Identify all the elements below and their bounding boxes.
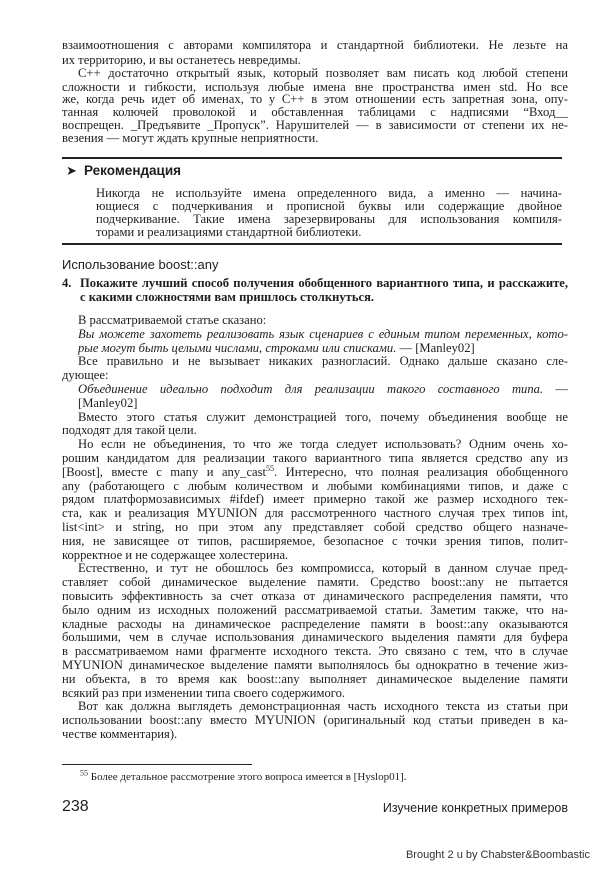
text-line: было одним из исходных положений рассматриваемой статьи. Заметим также, что на-: [62, 602, 568, 617]
footnote: [80, 770, 407, 784]
text-line: В рассматриваемой статье сказано:: [78, 313, 267, 327]
watermark: Brought 2 u by Chabster&Boombastic: [405, 849, 590, 861]
citation: [Manley02]: [78, 395, 138, 410]
text-line: any (работающего с любым количеством и любыми комбинациями типов, и даже с: [62, 478, 568, 493]
text-line: их территорию, и вы останетесь невредимы.: [62, 53, 301, 67]
text-line: подчеркивание. Такие имена зарезервированы для использования компиля-: [96, 212, 562, 226]
text-line: дующее:: [62, 368, 109, 383]
divider: [62, 157, 562, 159]
quote-line: Вы можете захотеть реализовать язык сценариев с единым типом переменных, кото-: [78, 326, 568, 341]
text-line: подходят для такой цели.: [62, 423, 197, 438]
arrow-icon: ➤: [66, 163, 77, 178]
footnote-divider: [62, 764, 252, 765]
text-line: большими, чем в случае использования динамического выделения памяти для буфера: [62, 630, 568, 645]
text-line: кладные расходы на динамическое распределение памяти в boost::any оказываются: [62, 616, 568, 631]
text-line: C++ достаточно открытый язык, который позволяет вам писать код любой степени: [78, 66, 568, 80]
text-line: сложности и гибкости, используя любые имена вне пространства имен std. Но все: [62, 80, 568, 94]
text-line: Вот как должна выглядеть демонстрационная часть исходного текста из статьи при: [78, 699, 568, 714]
text-line: танная колючей проволокой и обставленная таблицами с надписями “Вход__: [62, 105, 568, 119]
text-line: ставляет собой динамическое выделение памяти. Средство boost::any не пытается: [62, 575, 568, 590]
section-heading: Использование boost::any: [62, 257, 219, 272]
dash: —: [555, 382, 568, 396]
question-number: 4.: [62, 276, 72, 290]
quote-text: рые могут быть целыми числами, строками или списками.: [78, 340, 397, 355]
text-line: ющиеся с подчеркивания и прописной буквы или содержащие двойное: [96, 199, 562, 213]
text-line: честве комментария).: [62, 727, 178, 741]
footnote-text: Более детальное рассмотрение этого вопроса имеется в [Hyslop01].: [90, 771, 407, 783]
text-line: взаимоотношения с авторами компилятора и стандартной библиотеки. Не лезьте на: [62, 38, 568, 52]
text-line: везения — могут ждать крупные неприятности.: [62, 131, 319, 145]
text-line: в рассматриваемом нами фрагменте исходного текста. Это связано с тем, что в случае: [62, 644, 568, 659]
text-line: корректное и не содержащее холестерина.: [62, 547, 289, 562]
quote-text: Объединение идеально подходит для реализации такого составного типа.: [78, 382, 544, 396]
text-line: Вместо этого статья служит демонстрацией того, почему объединения вообще не: [78, 409, 568, 424]
text-line: же, когда речь идет об именах, то у C++ в этом отношении есть запретная зона, опу-: [62, 92, 568, 106]
text-line: ста, как и реализация MYUNION для рассмотренного частного случая трех типов int,: [62, 506, 568, 521]
text-line: Но если не объединения, то что же тогда следует использовать? Одним очень хо-: [78, 437, 568, 452]
running-title: Изучение конкретных примеров: [382, 801, 568, 815]
text-line: всякий раз при изменении типа своего содержимого.: [62, 685, 346, 700]
question-line: Покажите лучший способ получения обобщенного вариантного типа, и расскажите,: [80, 276, 568, 290]
recommendation-title: Рекомендация: [84, 163, 182, 178]
citation: — [Manley02]: [399, 340, 475, 355]
text-line: использовании boost::any вместо MYUNION (оригинальный код статьи приведен в ка-: [62, 713, 568, 728]
question-line: с какими сложностями вам пришлось столкнуться.: [80, 290, 375, 304]
text-line: торами и реализациями стандартной библиотеки.: [96, 225, 362, 239]
text-line: повысить эффективность за счет отказа от динамического распределения памяти, что: [62, 589, 568, 603]
footnote-ref[interactable]: 55: [266, 463, 275, 473]
text-line: воспрещен. _Предъявите _Пропуск”. Нарушителей — в зависимости от степени их не-: [62, 118, 568, 132]
text-line: Все правильно и не вызывает никаких разногласий. Однако дальше сказано сле-: [78, 354, 568, 369]
text-line: рошим кандидатом для реализации такого вариантного типа является средство any из: [62, 451, 568, 465]
text-line: ния, не зависящее от типов, расширяемое, безопасное с точки зрения типов, полит-: [62, 533, 568, 548]
text-line: list<int> и string, но при этом any представляет собой средство общего назначе-: [62, 520, 568, 534]
text-line: Естественно, и тут не обошлось без компромисса, который в данном случае пред-: [78, 561, 568, 576]
page-number: 238: [62, 798, 89, 815]
divider: [62, 243, 562, 245]
text-line: Никогда не используйте имена определенного вида, а именно — начина-: [96, 186, 562, 200]
text: . Интересно, что полная реализация обобщенного: [274, 464, 568, 479]
text: [Boost], вместе с many и any_cast: [62, 464, 267, 479]
footnote-number: 55: [80, 768, 88, 778]
text-line: рядом платформозависимых #ifdef) имеет примерно такой же размер исходного тек-: [62, 492, 568, 507]
text-line: MYUNION динамическое выделение памяти выполнялось бы однократно в течение жиз-: [62, 658, 568, 672]
text-line: ни объекта, в то время как boost::any выполняет динамическое выделение памяти: [62, 671, 568, 686]
